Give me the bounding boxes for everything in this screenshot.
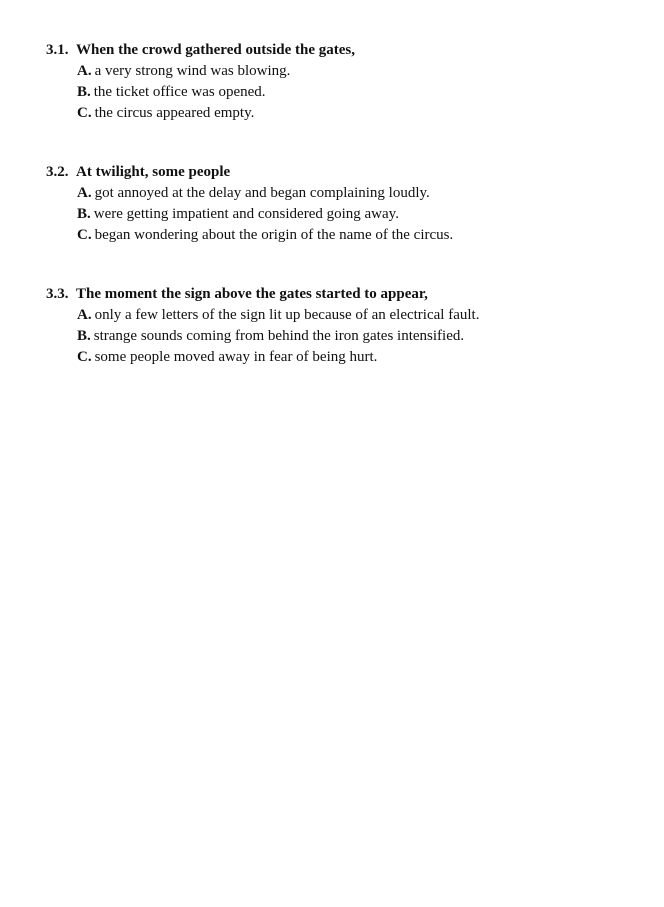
- option-letter: A.: [77, 63, 92, 79]
- question-prompt: When the crowd gathered outside the gates,: [76, 42, 356, 58]
- question-title: [46, 40, 636, 61]
- option-text: some people moved away in fear of being hurt.: [94, 349, 378, 365]
- option-letter: A.: [77, 307, 92, 323]
- question-number: 3.1.: [46, 42, 69, 58]
- option-text: were getting impatient and considered going away.: [93, 206, 399, 222]
- option-text: a very strong wind was blowing.: [94, 63, 291, 79]
- question-number: 3.2.: [46, 164, 69, 180]
- question-prompt: At twilight, some people: [76, 164, 231, 180]
- option-letter: C.: [77, 227, 92, 243]
- option-letter: A.: [77, 185, 92, 201]
- option-text: got annoyed at the delay and began complaining loudly.: [94, 185, 430, 201]
- option-b: [46, 204, 636, 225]
- option-a: [46, 183, 636, 204]
- question-3-3: [46, 284, 636, 368]
- option-letter: B.: [77, 84, 91, 100]
- option-letter: B.: [77, 328, 91, 344]
- option-text: the circus appeared empty.: [94, 105, 255, 121]
- option-text: only a few letters of the sign lit up because of an electrical fault.: [94, 307, 480, 323]
- option-b: [46, 326, 636, 347]
- option-letter: B.: [77, 206, 91, 222]
- option-c: [46, 225, 636, 246]
- option-c: [46, 347, 636, 368]
- option-text: the ticket office was opened.: [93, 84, 266, 100]
- question-prompt: The moment the sign above the gates started to appear,: [76, 286, 428, 302]
- question-3-1: [46, 40, 636, 124]
- question-3-2: [46, 162, 636, 246]
- option-text: began wondering about the origin of the name of the circus.: [94, 227, 454, 243]
- question-number: 3.3.: [46, 286, 69, 302]
- option-letter: C.: [77, 105, 92, 121]
- option-a: [46, 305, 636, 326]
- option-c: [46, 103, 636, 124]
- option-a: [46, 61, 636, 82]
- question-title: [46, 162, 636, 183]
- question-title: [46, 284, 636, 305]
- option-b: [46, 82, 636, 103]
- option-letter: C.: [77, 349, 92, 365]
- option-text: strange sounds coming from behind the iron gates intensified.: [93, 328, 465, 344]
